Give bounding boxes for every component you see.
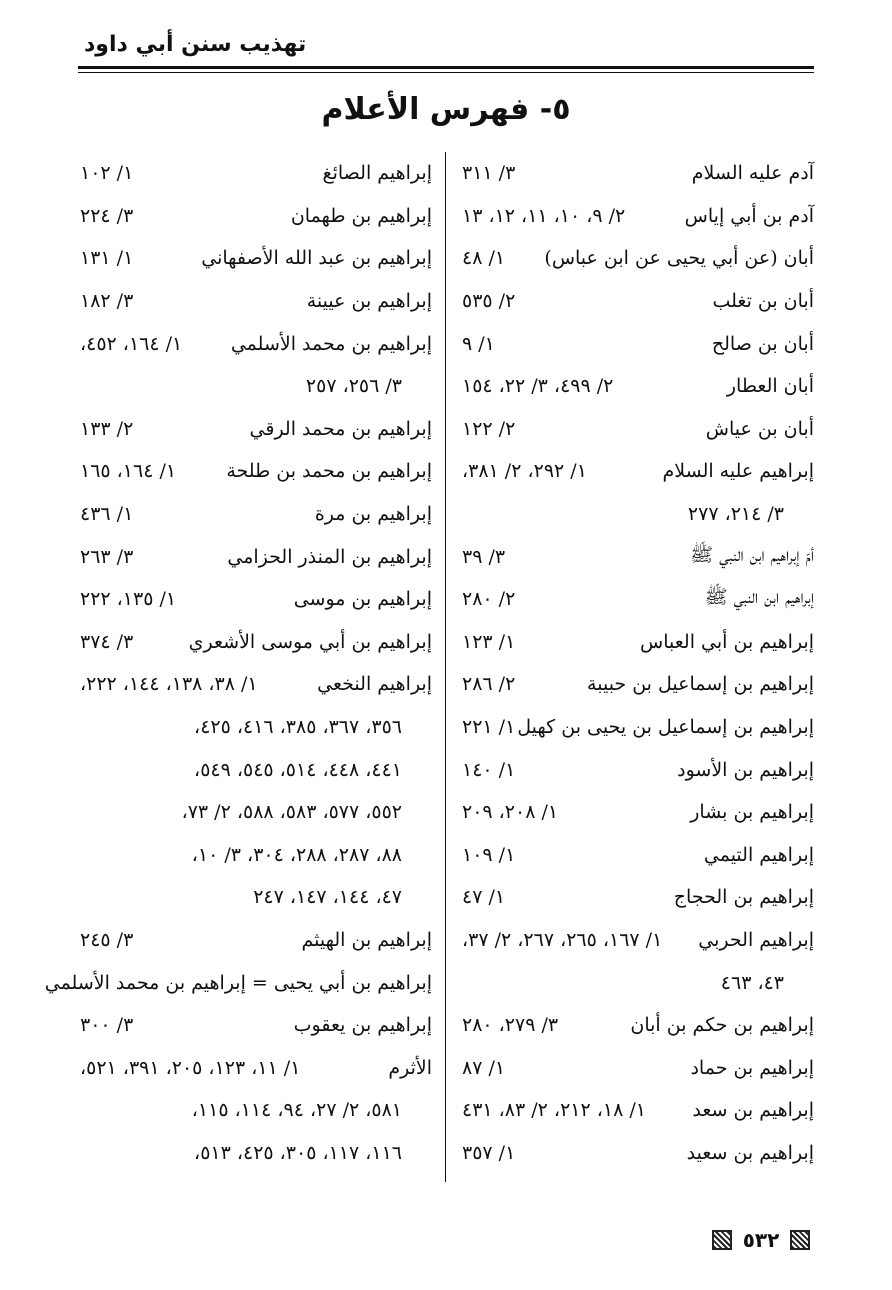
entry-name: إبراهيم الصائغ	[322, 162, 432, 185]
entry-reference: ١١٦، ١١٧، ٣٠٥، ٤٢٥، ٥١٣،	[194, 1141, 402, 1164]
entry-reference: ٣/ ٢٢٤	[80, 204, 134, 227]
entry-reference: ١/ ٢٠٨، ٢٠٩	[462, 801, 559, 824]
entry-name: إبراهيم بن حكم بن أبان	[630, 1014, 814, 1037]
entry-reference: ٥٨١، ٢/ ٢٧، ٩٤، ١١٤، ١١٥،	[191, 1099, 402, 1122]
entry-reference: ٣/ ٢١٤، ٢٧٧	[687, 503, 784, 526]
index-entry	[462, 450, 814, 493]
entry-reference: ٢/ ١٣٣	[80, 417, 134, 440]
entry-reference: ١/ ١٤٠	[462, 758, 516, 781]
entry-name: إبراهيم بن حماد	[690, 1056, 814, 1079]
index-entry	[80, 195, 432, 238]
index-entry	[462, 748, 814, 791]
entry-reference: ٢/ ٢٨٦	[462, 673, 516, 696]
entry-name: آدم عليه السلام	[691, 162, 814, 185]
ornament-icon	[712, 1230, 732, 1250]
entry-name: إبراهيم بن موسى	[293, 588, 432, 611]
index-entry	[80, 621, 432, 664]
entry-reference: ١/ ١١، ١٢٣، ٢٠٥، ٣٩١، ٥٢١،	[80, 1056, 301, 1079]
index-entry	[462, 365, 814, 408]
entry-name: إبراهيم بن محمد الرقي	[249, 417, 432, 440]
index-entry	[462, 408, 814, 451]
entry-reference: ٢/ ١٢٢	[462, 417, 516, 440]
entry-reference: ٤٧، ١٤٤، ١٤٧، ٢٤٧	[253, 886, 402, 909]
entry-reference: ٣/ ١٨٢	[80, 290, 134, 313]
entry-reference: ١/ ١٦٤، ١٦٥	[80, 460, 177, 483]
entry-name: أبان بن تغلب	[712, 290, 814, 313]
entry-name: إبراهيم بن المنذر الحزامي	[227, 545, 432, 568]
entry-name: إبراهيم بن الهيثم	[301, 928, 432, 951]
entry-reference: ٣/ ٣٩	[462, 545, 506, 568]
entry-name: أمّ إبراهيم ابن النبي ﷺ	[690, 543, 814, 566]
entry-name: إبراهيم بن أبي العباس	[640, 630, 814, 653]
index-column-right	[462, 152, 814, 1174]
index-entry	[462, 1089, 814, 1132]
index-entry	[80, 1046, 432, 1089]
entry-name: إبراهيم التيمي	[703, 843, 814, 866]
entry-reference: ١/ ٩	[462, 332, 495, 355]
index-entry	[80, 408, 432, 451]
index-entry	[80, 706, 432, 749]
page-number: ٥٣٢	[742, 1228, 780, 1252]
entry-reference: ١/ ١٣١	[80, 247, 134, 270]
index-column-left	[44, 152, 432, 1174]
index-entry	[44, 961, 432, 1004]
index-entry	[462, 322, 814, 365]
entry-reference: ٤٣، ٤٦٣	[720, 971, 784, 994]
entry-reference: ٣/ ٢٦٣	[80, 545, 134, 568]
entry-name: إبراهيم الحربي	[698, 928, 814, 951]
index-entry	[80, 450, 432, 493]
entry-name: أبان العطار	[726, 375, 814, 398]
index-entry	[462, 195, 814, 238]
header-rule	[78, 66, 814, 69]
entry-name: إبراهيم بن طهمان	[290, 204, 432, 227]
index-entry	[462, 663, 814, 706]
entry-reference: ٣/ ٣٧٤	[80, 630, 134, 653]
index-entry	[80, 280, 432, 323]
entry-name: إبراهيم بن يعقوب	[293, 1014, 432, 1037]
entry-name: إبراهيم بن إسماعيل بن يحيى بن كهيل	[517, 716, 814, 739]
entry-reference: ١/ ١٢٣	[462, 630, 516, 653]
entry-reference: ٣/ ٢٧٩، ٢٨٠	[462, 1014, 559, 1037]
entry-reference: ٤٤١، ٤٤٨، ٥١٤، ٥٤٥، ٥٤٩،	[194, 758, 402, 781]
entry-name: إبراهيم بن أبي يحيى = إبراهيم بن محمد الأسلمي	[44, 971, 432, 994]
entry-name: إبراهيم بن عبد الله الأصفهاني	[201, 247, 432, 270]
entry-reference: ٢/ ٤٩٩، ٣/ ٢٢، ١٥٤	[462, 375, 614, 398]
entry-name: إبراهيم بن الحجاج	[673, 886, 814, 909]
entry-reference: ٣/ ٢٤٥	[80, 928, 134, 951]
entry-name: إبراهيم بن سعيد	[686, 1141, 814, 1164]
index-entry	[80, 493, 432, 536]
index-entry	[462, 280, 814, 323]
entry-reference: ٢/ ٥٣٥	[462, 290, 516, 313]
entry-name: إبراهيم بن الأسود	[677, 758, 814, 781]
entry-name: آدم بن أبي إياس	[684, 204, 814, 227]
entry-reference: ١/ ١٨، ٢١٢، ٢/ ٨٣، ٤٣١	[462, 1099, 646, 1122]
index-entry	[462, 152, 814, 195]
ornament-icon	[790, 1230, 810, 1250]
index-entry	[80, 834, 432, 877]
index-entry	[462, 578, 814, 621]
index-entry	[80, 748, 432, 791]
entry-name: إبراهيم النخعي	[317, 673, 432, 696]
entry-name: إبراهيم بن محمد الأسلمي	[230, 332, 432, 355]
index-entry	[462, 535, 814, 578]
entry-reference: ١/ ٣٨، ١٣٨، ١٤٤، ٢٢٢،	[80, 673, 258, 696]
entry-name: أبان (عن أبي يحيى عن ابن عباس)	[544, 247, 814, 270]
index-entry	[80, 152, 432, 195]
index-entry	[462, 237, 814, 280]
entry-name: إبراهيم عليه السلام	[662, 460, 814, 483]
entry-reference: ٥٥٢، ٥٧٧، ٥٨٣، ٥٨٨، ٢/ ٧٣،	[181, 801, 402, 824]
entry-reference: ٢/ ٢٨٠	[462, 588, 516, 611]
entry-reference: ١/ ١٠٩	[462, 843, 516, 866]
book-title: تهذيب سنن أبي داود	[84, 32, 307, 57]
index-entry	[80, 1132, 432, 1175]
index-entry	[462, 621, 814, 664]
page-footer	[712, 1227, 810, 1253]
entry-reference: ١/ ١٠٢	[80, 162, 134, 185]
entry-reference: ١/ ٤٧	[462, 886, 506, 909]
header-rule-thin	[78, 72, 814, 73]
entry-reference: ١/ ٤٨	[462, 247, 506, 270]
entry-name: إبراهيم ابن النبي ﷺ	[704, 586, 814, 609]
entry-reference: ١/ ٣٥٧	[462, 1141, 516, 1164]
column-divider	[445, 152, 446, 1182]
index-entry	[80, 237, 432, 280]
entry-reference: ٣/ ٢٥٦، ٢٥٧	[305, 375, 402, 398]
entry-name: إبراهيم بن محمد بن طلحة	[226, 460, 432, 483]
index-entry	[80, 365, 432, 408]
entry-reference: ٨٨، ٢٨٧، ٢٨٨، ٣٠٤، ٣/ ١٠،	[191, 843, 402, 866]
index-entry	[462, 834, 814, 877]
entry-reference: ٢/ ٩، ١٠، ١١، ١٢، ١٣	[462, 204, 626, 227]
entry-reference: ١/ ١٦٤، ٤٥٢،	[80, 332, 183, 355]
index-entry	[462, 706, 814, 749]
index-entry	[80, 663, 432, 706]
entry-name: إبراهيم بن أبي موسى الأشعري	[188, 630, 432, 653]
entry-name: أبان بن عياش	[705, 417, 814, 440]
entry-name: إبراهيم بن بشار	[690, 801, 814, 824]
entry-name: أبان بن صالح	[711, 332, 814, 355]
entry-reference: ١/ ١٦٧، ٢٦٥، ٢٦٧، ٢/ ٣٧،	[462, 928, 663, 951]
entry-reference: ١/ ٤٣٦	[80, 503, 134, 526]
entry-reference: ٣/ ٣١١	[462, 162, 516, 185]
entry-reference: ٣٥٦، ٣٦٧، ٣٨٥، ٤١٦، ٤٢٥،	[194, 716, 402, 739]
entry-name: إبراهيم بن إسماعيل بن حبيبة	[587, 673, 814, 696]
index-entry	[462, 1046, 814, 1089]
entry-name: إبراهيم بن سعد	[692, 1099, 814, 1122]
index-entry	[80, 535, 432, 578]
index-entry	[462, 493, 814, 536]
index-entry	[80, 322, 432, 365]
index-entry	[80, 876, 432, 919]
index-entry	[462, 1004, 814, 1047]
entry-reference: ١/ ١٣٥، ٢٢٢	[80, 588, 177, 611]
index-entry	[80, 919, 432, 962]
entry-reference: ٣/ ٣٠٠	[80, 1014, 134, 1037]
index-entry	[462, 919, 814, 962]
index-entry	[462, 876, 814, 919]
index-entry	[80, 578, 432, 621]
index-entry	[462, 791, 814, 834]
index-entry	[462, 961, 814, 1004]
entry-reference: ١/ ٨٧	[462, 1056, 506, 1079]
entry-name: إبراهيم بن مرة	[314, 503, 432, 526]
entry-name: إبراهيم بن عيينة	[306, 290, 432, 313]
index-entry	[80, 1004, 432, 1047]
entry-reference: ١/ ٢٩٢، ٢/ ٣٨١،	[462, 460, 587, 483]
index-entry	[462, 1132, 814, 1175]
index-entry	[80, 1089, 432, 1132]
index-entry	[80, 791, 432, 834]
entry-name: الأثرم	[388, 1056, 432, 1079]
entry-reference: ١/ ٢٢١	[462, 716, 516, 739]
section-title: ٥- فهرس الأعلام	[321, 92, 571, 127]
